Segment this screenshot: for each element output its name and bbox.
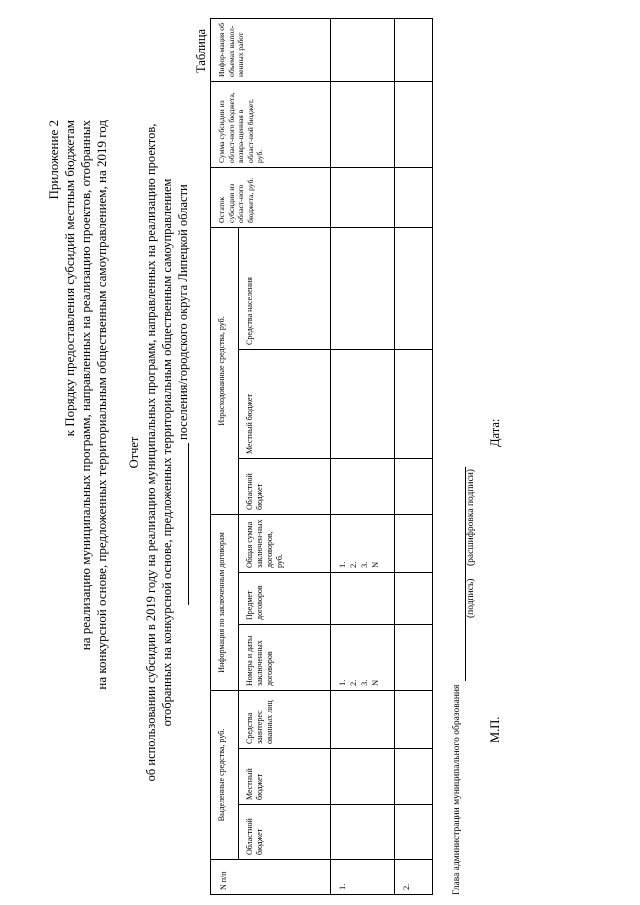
report-line-1: об использовании субсидии в 2019 году на реализацию муниципальных программ, направленных на реализацию проектов,: [144, 123, 158, 782]
contracts-group-header: Информация по заключенным договорам: [211, 514, 239, 690]
spent-local-header: Местный бюджет: [239, 349, 331, 458]
allocated-regional-header: Областной бюджет: [239, 805, 331, 860]
report-line-2: отобранных на конкурсной основе, предложенных территориальным общественным самоуправлением: [160, 178, 174, 727]
numbers-list-item: N: [370, 679, 380, 686]
contracts-total-header: Общая сумма заключен-ных договоров, руб.: [239, 514, 331, 572]
report-line-3: поселения/городского округа Липецкой области: [176, 184, 190, 440]
header-line-2: на реализацию муниципальных программ, направленных на реализацию проектов, отобранных: [78, 120, 93, 651]
contracts-numbers-header: Номера и даты заключенных договоров: [239, 624, 331, 690]
contracts-subject-header: Предмет договоров: [239, 572, 331, 624]
numbers-list-item: 3.: [359, 679, 369, 686]
returned-header: Сумма субсидии из област-ного бюджета, возвра-щенная в област-ной бюджет, руб.: [211, 81, 331, 167]
header-line-1: к Порядку предоставления субсидий местным бюджетам: [62, 120, 77, 437]
signature-podpis: (подпись): [466, 578, 476, 618]
report-table: [210, 18, 433, 895]
remainder-header: Остаток субсидии из област-ного бюджета, руб.: [211, 167, 331, 227]
info-header: Инфор-мация об объемах выпол-ненных работ: [211, 18, 331, 81]
table-row: 2.: [395, 18, 433, 894]
subject-list-item: 3.: [359, 561, 369, 568]
spent-population-header: Средства населения: [239, 227, 331, 349]
date-label: Дата:: [488, 418, 502, 447]
subject-list-item: N: [370, 561, 380, 568]
appendix-label: Приложение 2: [46, 120, 61, 200]
numbers-list-item: 2.: [348, 679, 358, 686]
table-row: 1. 1. 2. 3. N 1. 2. 3. N: [331, 18, 395, 894]
allocated-interested-header: Средства заинтерес ованных лиц: [239, 690, 331, 748]
settlement-blank-line: [188, 443, 189, 605]
subject-list-item: 2.: [348, 561, 358, 568]
numbers-list-item: 1.: [337, 679, 347, 686]
allocated-local-header: Местный бюджет: [239, 749, 331, 805]
subject-list-item: 1.: [337, 561, 347, 568]
spent-group-header: Израсходованные средства, руб.: [211, 227, 239, 514]
report-title: Отчет: [127, 436, 141, 469]
signature-head-label: Глава администрации муниципального образования: [452, 684, 462, 895]
allocated-group-header: Выделенные средства, руб.: [211, 690, 239, 859]
col-num-header: N п/п: [211, 860, 331, 895]
table-label: Таблица: [194, 28, 208, 73]
signature-decode: (расшифровка подписи): [466, 469, 476, 566]
stamp-place: М.П.: [488, 716, 502, 743]
header-line-3: на конкурсной основе, предложенных территориальным общественным самоуправлением, на 2019 год: [94, 120, 109, 690]
spent-regional-header: Областной бюджет: [239, 458, 331, 514]
